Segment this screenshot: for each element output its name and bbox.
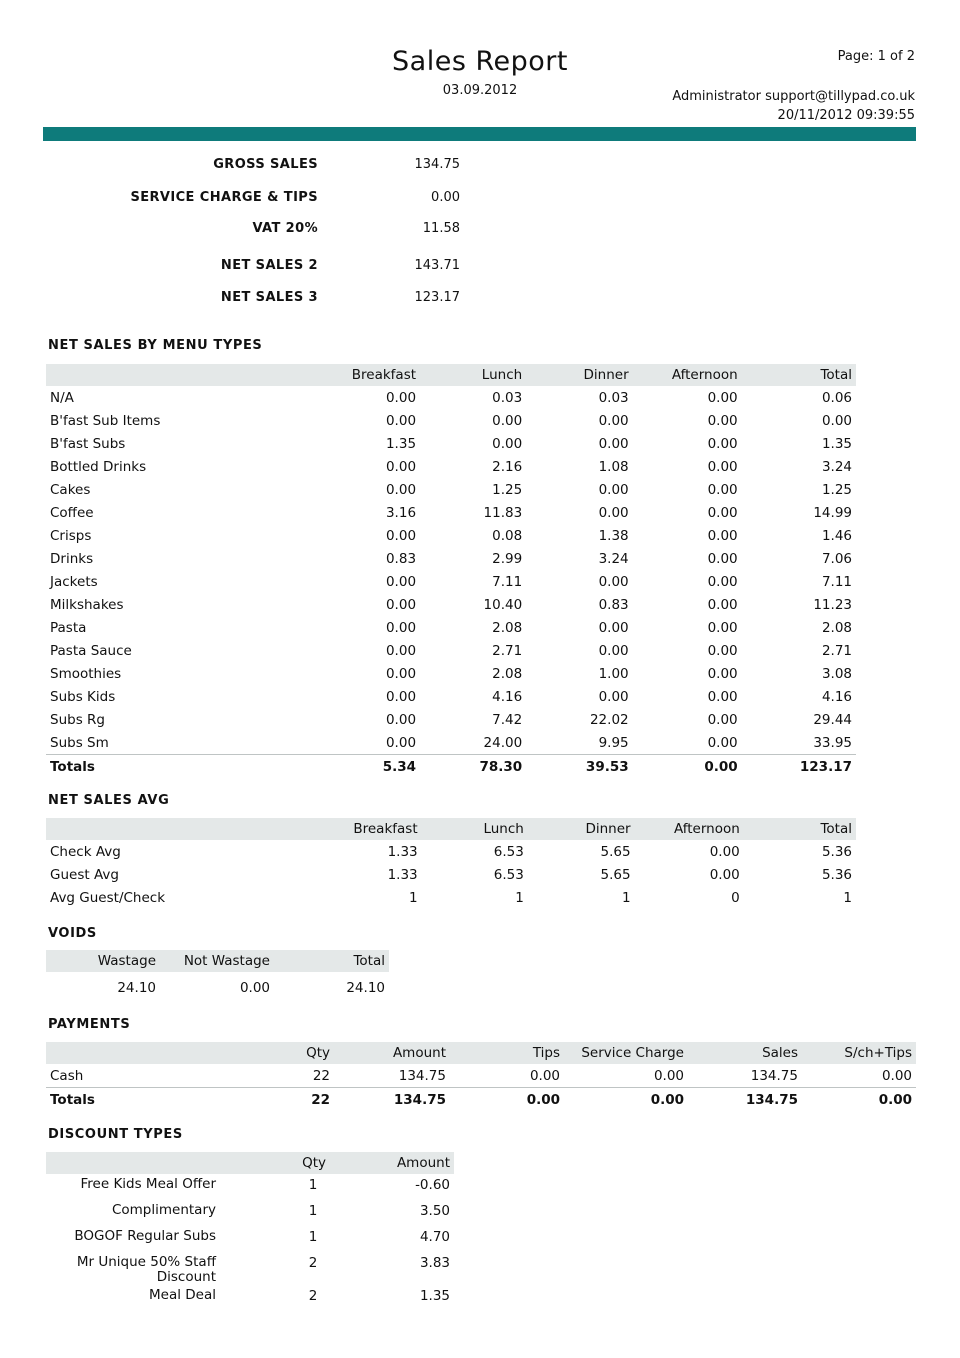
table-cell: 1.33 bbox=[387, 843, 418, 860]
row-label: B'fast Sub Items bbox=[50, 412, 161, 429]
table-cell: 0.00 bbox=[385, 458, 417, 475]
summary-row bbox=[100, 258, 460, 278]
column-header: Afternoon bbox=[635, 818, 744, 840]
section-title-discounts: DISCOUNT TYPES bbox=[48, 1127, 183, 1142]
table-cell: -0.60 bbox=[415, 1177, 450, 1193]
table-cell: 29.44 bbox=[813, 711, 852, 728]
table-cell: 0.00 bbox=[385, 711, 417, 728]
column-header: Wastage bbox=[46, 950, 160, 972]
table-cell: 1 bbox=[621, 889, 631, 906]
table-row bbox=[46, 1252, 454, 1285]
table-cell: 0.00 bbox=[707, 688, 738, 705]
table-cell: 3.16 bbox=[385, 504, 417, 521]
table-header-row bbox=[46, 818, 856, 840]
table-cell: 2 bbox=[308, 1255, 318, 1271]
table-cell: 0.00 bbox=[385, 527, 417, 544]
row-label: Drinks bbox=[50, 550, 94, 567]
table-cell: 0.00 bbox=[881, 1067, 912, 1084]
section-title-payments: PAYMENTS bbox=[48, 1017, 131, 1032]
table-row bbox=[46, 1226, 454, 1252]
totals-cell: 22 bbox=[226, 1088, 334, 1112]
table-cell: 3.24 bbox=[821, 458, 852, 475]
table-cell: 1.35 bbox=[385, 435, 417, 452]
row-label: Crisps bbox=[50, 527, 92, 544]
header-divider-bar bbox=[43, 127, 916, 141]
summary-label: NET SALES 2 bbox=[220, 258, 318, 273]
table-cell: 0.00 bbox=[385, 596, 417, 613]
totals-label: Totals bbox=[46, 1088, 226, 1112]
table-cell: 14.99 bbox=[813, 504, 852, 521]
column-header: Total bbox=[274, 950, 389, 972]
table-cell: 1 bbox=[308, 1229, 318, 1245]
section-title-voids: VOIDS bbox=[48, 926, 97, 941]
column-header: Total bbox=[742, 364, 856, 386]
table-cell: 5.36 bbox=[821, 843, 852, 860]
table-cell: 1 bbox=[515, 889, 524, 906]
table-cell: 0.00 bbox=[598, 642, 629, 659]
table-row bbox=[46, 1285, 454, 1311]
totals-cell: 39.53 bbox=[526, 755, 632, 779]
column-header: Sales bbox=[688, 1042, 802, 1064]
table-cell: 0.00 bbox=[707, 435, 738, 452]
table-row bbox=[46, 863, 856, 886]
table-cell: 1.38 bbox=[598, 527, 629, 544]
table-header-row bbox=[46, 950, 389, 972]
row-label: Mr Unique 50% Staff Discount bbox=[76, 1254, 216, 1285]
table-cell: 0.00 bbox=[385, 665, 417, 682]
row-label: Coffee bbox=[50, 504, 94, 521]
table-cell: 1 bbox=[843, 889, 852, 906]
table-cell: 6.53 bbox=[493, 843, 524, 860]
column-header bbox=[46, 1152, 220, 1174]
discounts-table bbox=[46, 1152, 454, 1311]
row-label: N/A bbox=[50, 389, 74, 406]
table-row bbox=[46, 501, 856, 524]
column-header bbox=[46, 364, 245, 386]
table-cell: 7.11 bbox=[821, 573, 852, 590]
totals-row bbox=[46, 1088, 916, 1112]
printed-timestamp: 20/11/2012 09:39:55 bbox=[777, 108, 915, 123]
table-cell: 1.35 bbox=[821, 435, 852, 452]
table-cell: 0.00 bbox=[709, 866, 740, 883]
table-cell: 0.00 bbox=[598, 412, 629, 429]
column-header: Dinner bbox=[528, 818, 635, 840]
totals-cell: 78.30 bbox=[420, 755, 526, 779]
table-cell: 3.24 bbox=[598, 550, 629, 567]
table-cell: 3.08 bbox=[821, 665, 852, 682]
table-cell: 0.00 bbox=[707, 711, 738, 728]
column-header: Qty bbox=[220, 1152, 330, 1174]
report-title: Sales Report bbox=[392, 46, 568, 77]
table-row bbox=[46, 478, 856, 501]
column-header: Amount bbox=[330, 1152, 454, 1174]
row-label: BOGOF Regular Subs bbox=[74, 1228, 216, 1244]
table-cell: 0.00 bbox=[598, 688, 629, 705]
row-label: Cakes bbox=[50, 481, 91, 498]
table-cell: 0.00 bbox=[239, 980, 270, 996]
table-cell: 0.00 bbox=[385, 688, 417, 705]
table-cell: 0.03 bbox=[598, 389, 629, 406]
table-row bbox=[46, 840, 856, 863]
column-header bbox=[46, 1042, 226, 1064]
row-label: Meal Deal bbox=[149, 1287, 216, 1303]
table-cell: 2.08 bbox=[821, 619, 852, 636]
table-cell: 0.00 bbox=[707, 389, 738, 406]
table-row bbox=[46, 547, 856, 570]
table-cell: 0.00 bbox=[598, 435, 629, 452]
table-cell: 3.83 bbox=[419, 1255, 450, 1271]
table-row bbox=[46, 1200, 454, 1226]
column-header: S/ch+Tips bbox=[802, 1042, 916, 1064]
table-row bbox=[46, 708, 856, 731]
column-header: Lunch bbox=[422, 818, 528, 840]
table-row bbox=[46, 570, 856, 593]
table-row bbox=[46, 639, 856, 662]
table-cell: 0.00 bbox=[707, 619, 738, 636]
summary-row bbox=[100, 190, 460, 210]
table-cell: 0.00 bbox=[529, 1067, 560, 1084]
table-row bbox=[46, 886, 856, 909]
table-cell: 0.83 bbox=[598, 596, 629, 613]
table-cell: 0.00 bbox=[709, 843, 740, 860]
row-label: Pasta Sauce bbox=[50, 642, 132, 659]
table-cell: 0.00 bbox=[598, 504, 629, 521]
table-cell: 2.08 bbox=[492, 619, 523, 636]
table-cell: 1 bbox=[308, 1203, 318, 1219]
table-row bbox=[46, 524, 856, 547]
totals-cell: 0.00 bbox=[564, 1088, 688, 1112]
row-label: Pasta bbox=[50, 619, 87, 636]
summary-value: 123.17 bbox=[414, 290, 460, 305]
column-header: Breakfast bbox=[246, 818, 422, 840]
totals-cell: 0.00 bbox=[633, 755, 742, 779]
row-label: Milkshakes bbox=[50, 596, 124, 613]
row-label: Subs Rg bbox=[50, 711, 105, 728]
row-label: B'fast Subs bbox=[50, 435, 126, 452]
voids-table bbox=[46, 950, 389, 1004]
table-row bbox=[46, 455, 856, 478]
table-cell: 1.00 bbox=[598, 665, 629, 682]
row-label: Bottled Drinks bbox=[50, 458, 147, 475]
table-cell: 0.00 bbox=[707, 481, 738, 498]
section-title-menu-types: NET SALES BY MENU TYPES bbox=[48, 338, 263, 353]
table-cell: 2.71 bbox=[821, 642, 852, 659]
column-header: Qty bbox=[226, 1042, 334, 1064]
summary-row bbox=[100, 290, 460, 310]
totals-cell: 123.17 bbox=[742, 755, 856, 779]
summary-value: 11.58 bbox=[422, 221, 460, 236]
summary-label: SERVICE CHARGE & TIPS bbox=[130, 190, 318, 205]
summary-value: 134.75 bbox=[414, 157, 460, 172]
table-cell: 10.40 bbox=[483, 596, 523, 613]
table-cell: 0.00 bbox=[653, 1067, 684, 1084]
column-header: Breakfast bbox=[245, 364, 420, 386]
table-row bbox=[46, 685, 856, 708]
table-cell: 5.65 bbox=[600, 843, 631, 860]
table-cell: 0 bbox=[731, 889, 740, 906]
summary-row bbox=[100, 221, 460, 241]
table-cell: 0.00 bbox=[492, 435, 523, 452]
table-cell: 3.50 bbox=[419, 1203, 450, 1219]
table-cell: 1.33 bbox=[387, 866, 418, 883]
report-user-info bbox=[672, 87, 915, 125]
table-cell: 4.70 bbox=[419, 1229, 450, 1245]
table-cell: 0.00 bbox=[821, 412, 852, 429]
row-label: Check Avg bbox=[50, 843, 121, 860]
row-label: Subs Kids bbox=[50, 688, 116, 705]
row-label: Smoothies bbox=[50, 665, 122, 682]
table-cell: 0.00 bbox=[385, 412, 417, 429]
table-cell: 0.00 bbox=[707, 642, 738, 659]
row-label: Subs Sm bbox=[50, 734, 109, 751]
summary-value: 143.71 bbox=[414, 258, 460, 273]
table-cell: 5.36 bbox=[821, 866, 852, 883]
column-header: Afternoon bbox=[633, 364, 742, 386]
row-label: Complimentary bbox=[111, 1202, 216, 1218]
table-cell: 9.95 bbox=[598, 734, 629, 751]
row-label: Cash bbox=[50, 1067, 84, 1084]
table-row bbox=[46, 1174, 454, 1200]
table-cell: 1.46 bbox=[821, 527, 852, 544]
table-cell: 7.06 bbox=[821, 550, 852, 567]
table-cell: 24.10 bbox=[346, 980, 385, 996]
table-cell: 0.00 bbox=[598, 619, 629, 636]
user-name: Administrator support@tillypad.co.uk bbox=[672, 89, 915, 104]
table-cell: 0.00 bbox=[707, 573, 738, 590]
table-cell: 0.00 bbox=[598, 481, 629, 498]
column-header: Total bbox=[744, 818, 856, 840]
table-cell: 5.65 bbox=[600, 866, 631, 883]
table-cell: 0.00 bbox=[598, 573, 629, 590]
table-cell: 1.25 bbox=[492, 481, 523, 498]
totals-cell: 134.75 bbox=[688, 1088, 802, 1112]
summary-label: VAT 20% bbox=[252, 221, 318, 236]
table-row bbox=[46, 662, 856, 685]
totals-cell: 5.34 bbox=[245, 755, 420, 779]
section-title-avg: NET SALES AVG bbox=[48, 793, 170, 808]
table-cell: 24.10 bbox=[117, 980, 156, 996]
table-row bbox=[46, 1064, 916, 1088]
table-cell: 2.71 bbox=[492, 642, 523, 659]
totals-cell: 0.00 bbox=[802, 1088, 916, 1112]
table-cell: 0.00 bbox=[707, 596, 738, 613]
table-row bbox=[46, 432, 856, 455]
table-cell: 0.00 bbox=[707, 734, 738, 751]
table-cell: 0.03 bbox=[492, 389, 523, 406]
table-header-row bbox=[46, 1152, 454, 1174]
table-cell: 0.00 bbox=[385, 619, 417, 636]
summary-label: GROSS SALES bbox=[213, 157, 318, 172]
table-cell: 24.00 bbox=[483, 734, 523, 751]
summary-row bbox=[100, 157, 460, 177]
totals-row bbox=[46, 755, 856, 779]
table-header-row bbox=[46, 1042, 916, 1064]
row-label: Free Kids Meal Offer bbox=[80, 1176, 216, 1192]
table-cell: 2.99 bbox=[492, 550, 523, 567]
table-cell: 0.08 bbox=[492, 527, 523, 544]
column-header: Amount bbox=[334, 1042, 450, 1064]
table-cell: 0.00 bbox=[707, 550, 738, 567]
table-cell: 0.00 bbox=[707, 527, 738, 544]
column-header: Service Charge bbox=[564, 1042, 688, 1064]
table-cell: 22.02 bbox=[589, 711, 629, 728]
page-number: Page: 1 of 2 bbox=[837, 49, 915, 64]
avg-table bbox=[46, 818, 856, 909]
table-cell: 0.00 bbox=[385, 573, 417, 590]
payments-table bbox=[46, 1042, 916, 1111]
table-row bbox=[46, 731, 856, 755]
table-cell: 0.06 bbox=[821, 389, 852, 406]
table-cell: 0.00 bbox=[385, 389, 417, 406]
report-date: 03.09.2012 bbox=[442, 83, 518, 98]
table-cell: 11.23 bbox=[813, 596, 852, 613]
table-cell: 1 bbox=[409, 889, 418, 906]
table-row bbox=[46, 972, 389, 1004]
summary-value: 0.00 bbox=[431, 190, 460, 205]
column-header: Tips bbox=[450, 1042, 564, 1064]
table-cell: 0.00 bbox=[385, 481, 417, 498]
table-cell: 1.08 bbox=[598, 458, 629, 475]
table-cell: 2.08 bbox=[492, 665, 523, 682]
table-cell: 11.83 bbox=[483, 504, 523, 521]
totals-cell: 0.00 bbox=[450, 1088, 564, 1112]
table-cell: 0.00 bbox=[707, 504, 738, 521]
table-cell: 2.16 bbox=[492, 458, 523, 475]
row-label: Avg Guest/Check bbox=[50, 889, 166, 906]
summary-label: NET SALES 3 bbox=[220, 290, 318, 305]
column-header: Not Wastage bbox=[160, 950, 274, 972]
table-row bbox=[46, 616, 856, 639]
table-cell: 1.25 bbox=[821, 481, 852, 498]
table-cell: 2 bbox=[308, 1288, 318, 1304]
table-cell: 0.00 bbox=[707, 458, 738, 475]
table-cell: 134.75 bbox=[750, 1067, 798, 1084]
column-header: Lunch bbox=[420, 364, 526, 386]
table-header-row bbox=[46, 364, 856, 386]
table-row bbox=[46, 386, 856, 409]
table-cell: 0.00 bbox=[385, 642, 417, 659]
table-cell: 0.00 bbox=[707, 412, 738, 429]
table-cell: 1.35 bbox=[419, 1288, 450, 1304]
table-cell: 0.00 bbox=[492, 412, 523, 429]
table-cell: 22 bbox=[312, 1067, 330, 1084]
table-cell: 4.16 bbox=[492, 688, 523, 705]
column-header: Dinner bbox=[526, 364, 632, 386]
table-cell: 1 bbox=[308, 1177, 318, 1193]
table-cell: 7.42 bbox=[492, 711, 523, 728]
table-cell: 0.83 bbox=[385, 550, 417, 567]
table-cell: 4.16 bbox=[821, 688, 852, 705]
table-cell: 33.95 bbox=[813, 734, 852, 751]
totals-cell: 134.75 bbox=[334, 1088, 450, 1112]
table-cell: 6.53 bbox=[493, 866, 524, 883]
table-cell: 0.00 bbox=[707, 665, 738, 682]
menu-types-table bbox=[46, 364, 856, 778]
row-label: Guest Avg bbox=[50, 866, 119, 883]
table-cell: 134.75 bbox=[398, 1067, 446, 1084]
column-header bbox=[46, 818, 246, 840]
table-row bbox=[46, 409, 856, 432]
table-row bbox=[46, 593, 856, 616]
table-cell: 0.00 bbox=[385, 734, 417, 751]
table-cell: 7.11 bbox=[492, 573, 523, 590]
totals-label: Totals bbox=[46, 755, 245, 779]
row-label: Jackets bbox=[50, 573, 98, 590]
